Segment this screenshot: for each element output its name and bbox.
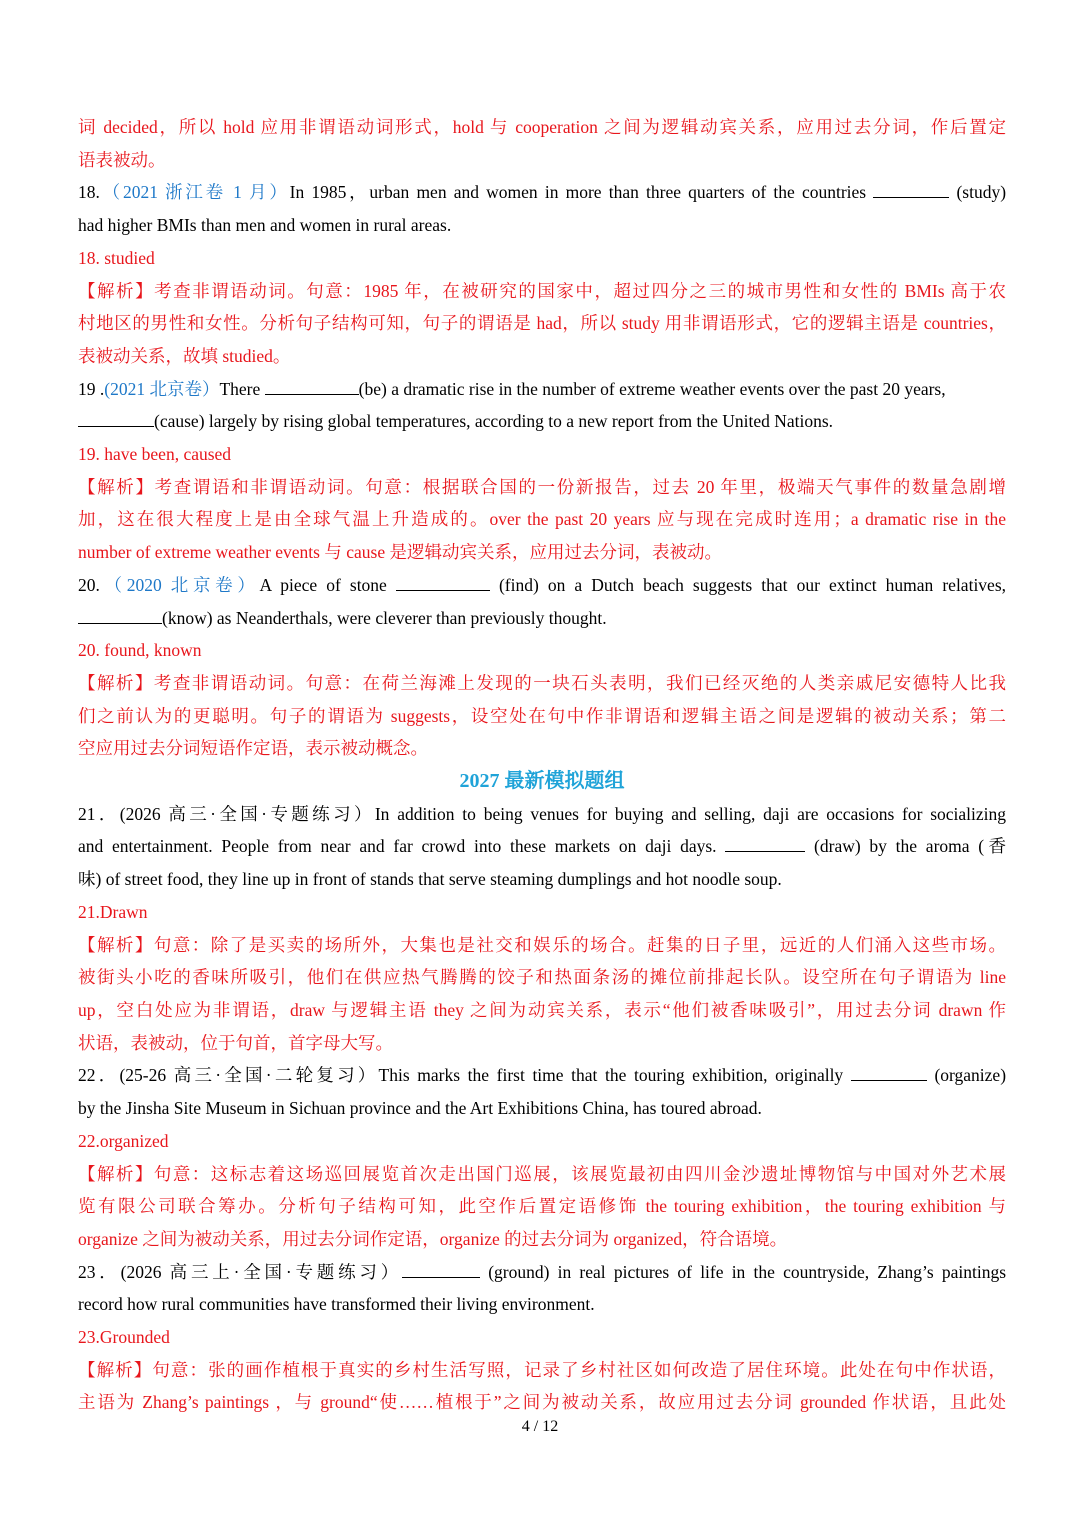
- q21-line-2: [78, 830, 1006, 863]
- q19-source: (2021 北京卷）: [104, 378, 220, 399]
- q18-line-1: [78, 176, 1006, 209]
- q22-blank[interactable]: [851, 1066, 927, 1081]
- q19-text-c: (cause) largely by rising global temperatures, according to a new report from the United Nations.: [154, 411, 834, 432]
- q19-analysis-1: 【解析】考查谓语和非谓语动词。句意：根据联合国的一份新报告，过去 20 年里，极端天气事件的数量急剧增: [78, 476, 1006, 497]
- q20-source: （2020 北京卷）: [99, 574, 260, 595]
- q19-blank-2[interactable]: [78, 412, 154, 427]
- q20-text-c: (know) as Neanderthals, were cleverer than previously thought.: [162, 607, 607, 628]
- q20-analysis-1: 【解析】考查非谓语动词。句意：在荷兰海滩上发现的一块石头表明，我们已经灭绝的人类亲戚尼安德特人比我: [78, 672, 1006, 693]
- q22-analysis-3: organize 之间为被动关系，用过去分词作定语，organize 的过去分词为 organized，符合语境。: [78, 1228, 788, 1249]
- q21-analysis-4: 状语，表被动，位于句首，首字母大写。: [78, 1032, 393, 1053]
- q23-number: 23．: [78, 1261, 121, 1282]
- q23-text-a: (2026 高三上·全国·专题练习）: [120, 1261, 403, 1282]
- prev-analysis-line-2: 语表被动。: [78, 149, 166, 170]
- q21-blank[interactable]: [725, 837, 805, 852]
- q19-line-1: [78, 373, 1006, 406]
- q23-text-b: (ground) in real pictures of life in the countryside, Zhang’s paintings: [488, 1261, 1007, 1282]
- q19-analysis-2: 加，这在很大程度上是由全球气温上升造成的。over the past 20 years 应与现在完成时连用；a dramatic rise in the: [78, 509, 1006, 530]
- q20-answer: 20. found, known: [78, 640, 202, 661]
- q23-line-1: [78, 1256, 1006, 1289]
- q22-analysis-1: 【解析】句意：这标志着这场巡回展览首次走出国门巡展，该展览最初由四川金沙遗址博物馆与中国对外艺术展: [78, 1163, 1006, 1184]
- q21-analysis-2: 被街头小吃的香味所吸引，他们在供应热气腾腾的饺子和热面条汤的摊位前排起长队。设空所在句子谓语为 line: [78, 967, 1006, 988]
- q19-analysis-3: number of extreme weather events 与 cause 是逻辑动宾关系，应用过去分词，表被动。: [78, 542, 722, 563]
- q18-analysis-1: 【解析】考查非谓语动词。句意：1985 年，在被研究的国家中，超过四分之三的城市男性和女性的 BMIs 高于农: [78, 280, 1006, 301]
- q20-line-1: [78, 569, 1006, 602]
- q18-source: （2021 浙江卷 1 月）: [99, 182, 290, 203]
- q22-line-2: by the Jinsha Site Museum in Sichuan province and the Art Exhibitions China, has toured abroad.: [78, 1098, 762, 1119]
- q22-line-1: [78, 1059, 1006, 1092]
- q20-blank-2[interactable]: [78, 609, 162, 624]
- q20-blank-1[interactable]: [396, 576, 490, 591]
- q21-text-c: (draw) by the aroma (香: [814, 836, 1006, 857]
- q19-blank-1[interactable]: [265, 380, 359, 395]
- q19-text-b: (be) a dramatic rise in the number of extreme weather events over the past 20 years,: [358, 378, 946, 399]
- q23-blank[interactable]: [402, 1263, 480, 1278]
- q19-text-a: There: [219, 378, 261, 399]
- q18-text-b: (study): [956, 182, 1007, 203]
- q18-analysis-2: 村地区的男性和女性。分析句子结构可知，句子的谓语是 had，所以 study 用非谓语形式，它的逻辑主语是 countries，: [78, 313, 1006, 334]
- prev-analysis-line-1: 词 decided，所以 hold 应用非谓语动词形式，hold 与 cooperation 之间为逻辑动宾关系，应用过去分词，作后置定: [78, 117, 1006, 137]
- q22-answer: 22.organized: [78, 1130, 169, 1151]
- q21-line-1: [78, 798, 1006, 831]
- q20-line-2: [78, 602, 1006, 635]
- q18-blank[interactable]: [873, 183, 949, 198]
- q18-line-2: had higher BMIs than men and women in rural areas.: [78, 215, 452, 236]
- q21-answer: 21.Drawn: [78, 901, 148, 922]
- q20-analysis-2: 们之前认为的更聪明。句子的谓语为 suggests，设空处在句中作非谓语和逻辑主语之间是逻辑的被动关系；第二: [78, 705, 1006, 726]
- q22-text-a: (25-26 高三·全国·二轮复习）This marks the first time that the touring exhibition, originally: [119, 1065, 844, 1086]
- q23-answer: 23.Grounded: [78, 1327, 170, 1348]
- q21-line-3: 味) of street food, they line up in front of stands that serve steaming dumplings and hot noodle soup.: [78, 869, 782, 890]
- q18-text-a: In 1985，urban men and women in more than three quarters of the countries: [289, 182, 867, 203]
- q23-analysis-1: 【解析】句意：张的画作植根于真实的乡村生活写照，记录了乡村社区如何改造了居住环境。此处在句中作状语，: [78, 1359, 1006, 1380]
- q20-text-a: A piece of stone: [259, 574, 387, 595]
- q21-text-a: (2026 高三·全国·专题练习）In addition to being venues for buying and selling, daji are occasions for socializing: [119, 803, 1007, 824]
- page-number: 4 / 12: [521, 1418, 559, 1435]
- q22-analysis-2: 览有限公司联合筹办。分析句子结构可知，此空作后置定语修饰 the touring exhibition，the touring exhibition 与: [78, 1196, 1006, 1217]
- q20-text-b: (find) on a Dutch beach suggests that our extinct human relatives,: [498, 574, 1007, 595]
- q23-line-2: record how rural communities have transformed their living environment.: [78, 1294, 595, 1315]
- q19-answer: 19. have been, caused: [78, 444, 232, 465]
- q20-number: 20.: [78, 574, 100, 595]
- q18-answer: 18. studied: [78, 247, 155, 268]
- q20-analysis-3: 空应用过去分词短语作定语，表示被动概念。: [78, 738, 428, 759]
- q22-number: 22．: [78, 1065, 120, 1086]
- section-title: 2027 最新模拟题组: [459, 770, 625, 793]
- q19-number: 19 .: [78, 378, 105, 399]
- q19-line-2: [78, 405, 1006, 438]
- document-body: [78, 111, 1006, 1419]
- q21-text-b: and entertainment. People from near and far crowd into these markets on daji days.: [78, 836, 717, 857]
- q23-analysis-2: 主语为 Zhang’s paintings ，与 ground“使……植根于”之间为被动关系，故应用过去分词 grounded 作状语，且此处: [78, 1392, 1006, 1413]
- q22-text-b: (organize): [934, 1065, 1007, 1086]
- q18-number: 18.: [78, 182, 100, 203]
- q21-analysis-3: up，空白处应为非谓语，draw 与逻辑主语 they 之间为动宾关系，表示“他们被香味吸引”，用过去分词 drawn 作: [78, 999, 1006, 1020]
- q21-analysis-1: 【解析】句意：除了是买卖的场所外，大集也是社交和娱乐的场合。赶集的日子里，远近的人们涌入这些市场。: [78, 934, 1006, 955]
- q18-analysis-3: 表被动关系，故填 studied。: [78, 345, 291, 366]
- q21-number: 21．: [78, 803, 120, 824]
